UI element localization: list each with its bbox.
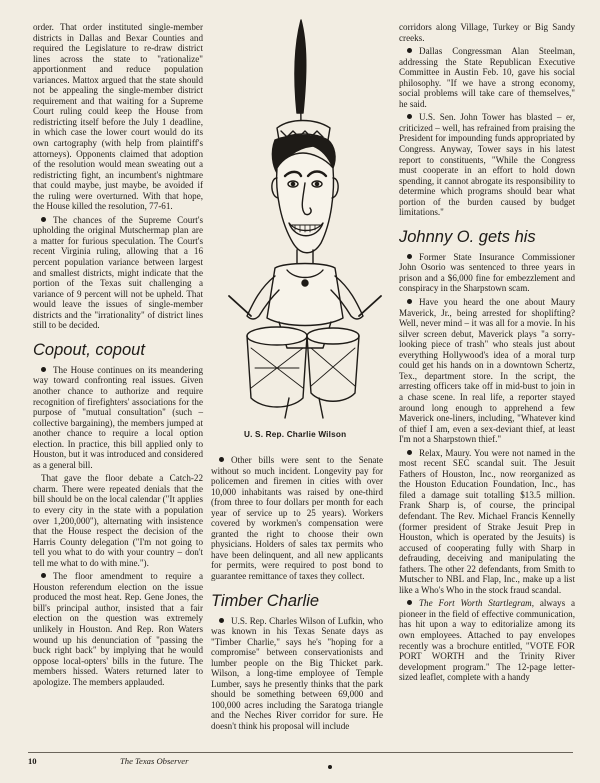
caricature-illustration bbox=[215, 18, 390, 423]
column-right bbox=[399, 22, 575, 683]
paragraph-text: U.S. Sen. John Tower has blasted – er, criticized – well, has refrained from praising the President for impounding funds appropriated by Congress. Anyway, Tower says in his latest report to constituents, "While the Congress must cooperate in an effort to hold down spending, it cannot abrogate its responsibility to determine which programs should bear what portion of the burden caused by budget limitations." bbox=[399, 112, 575, 218]
paragraph-text: The House continues on its meandering way toward confronting real issues. Given another chance to authorize and require recognition of firefighters' associations for the purpose of "mutual consultation" (such – collective bargaining), the members jumped at another chance to require a local option election. In practice, this bill applied only to Houston, but it was introduced and considered as a general bill. bbox=[33, 364, 203, 470]
publication-name: The Fort Worth Startlegram, bbox=[419, 598, 534, 609]
article-paragraph bbox=[33, 365, 203, 470]
paragraph-text: U.S. Rep. Charles Wilson of Lufkin, who was known in his Texas Senate days as "Timber Charlie," says he's "hoping for a compromise" between conservationists and lumber people on the Big Thicket park. Wilson, a long-time employee of Temple Lumber, says he presently thinks that the park should be something between 69,000 and 100,000 acres including the Saratoga triangle and the Neches River corridor for sure. He doesn't think his proposal will include bbox=[211, 615, 383, 732]
article-paragraph: corridors along Village, Turkey or Big Sandy creeks. bbox=[399, 22, 575, 43]
bullet-icon bbox=[41, 573, 46, 578]
page-footer bbox=[28, 752, 573, 767]
article-paragraph: That gave the floor debate a Catch-22 charm. There were repeated denials that the bill should be on the local calendar ("It applies to every city in the state with a population over 1,200,000"), alternating with insistence that the House respect the decision of the Harris County delegation ("I'm not going to tell you what to do with your country – don't tell me what to do with mine."). bbox=[33, 473, 203, 568]
bullet-icon bbox=[219, 618, 224, 623]
article-paragraph bbox=[399, 297, 575, 445]
bullet-icon bbox=[407, 450, 412, 455]
section-heading-timber-charlie: Timber Charlie bbox=[211, 591, 320, 610]
dot-icon bbox=[328, 765, 332, 769]
article-paragraph bbox=[399, 252, 575, 294]
article-paragraph bbox=[33, 571, 203, 687]
paragraph-text: Dallas Congressman Alan Steelman, addressing the State Republican Executive Committee in Austin Feb. 10, gave his social philosophy. "If we have a strong economy, social problems will take care of themselves," he said. bbox=[399, 46, 575, 109]
bullet-icon bbox=[41, 217, 46, 222]
cartoon-caption: U. S. Rep. Charlie Wilson bbox=[244, 430, 347, 439]
column-middle bbox=[211, 455, 383, 732]
bullet-icon bbox=[41, 367, 46, 372]
article-paragraph bbox=[399, 598, 575, 682]
article-paragraph bbox=[33, 215, 203, 331]
bullet-icon bbox=[407, 600, 412, 605]
section-heading-copout: Copout, copout bbox=[33, 340, 145, 359]
page-number: 10 bbox=[28, 756, 37, 766]
paragraph-text: always a pioneer in the field of effective communication, has hit upon a way to editorialize among its own employees. Attached to pay envelopes recently was a brochure entitled, "VOTE FOR PORT WORTH and the Trinity River development program." The 12-page letter-sized leaflet, complete with a handy bbox=[399, 598, 575, 683]
paragraph-text: Have you heard the one about Maury Maverick, Jr., being arrested for shoplifting? Well, never mind – it was all for a movie. In his silver screen debut, Maverick plays "a sorry-looking piece of trash" who steals just about everything Hollywood's idea of a moral turp could get his hands on in a downtown Schertz, Tex., department store. In the script, the arresting officers take off in mid-bust to join in a chase scene. In real life, a reporter stayed around long enough to apprehend a few Maverick one-liners, including, "Whatever kind of thief I am, even a sex-deviant thief, at least I'm not a Sharpstown thief." bbox=[399, 297, 575, 445]
paragraph-text: The chances of the Supreme Court's upholding the original Mutschermap plan are a matter for furious speculation. The Court's recent Virginia ruling, allowing that a 16 percent population variance between largest and smallest districts, might indicate that the portion of the Texas suit challenging a variance of 9 percent will not be upheld. That would leave the issues of single-member districts and the "irrationality" of district lines still to be decided. bbox=[33, 214, 203, 331]
bullet-icon bbox=[219, 457, 224, 462]
publication-name: The Texas Observer bbox=[120, 756, 189, 766]
paragraph-text: Relax, Maury. You were not named in the most recent SEC scandal suit. The Jesuit Fathers of Houston, Inc., now reorganized as the Houston Education Foundation, Inc., has filed a damage suit totalling $13.5 million. Frank Sharp is, of course, the principal defendant. The Rev. Michael Francis Kennelly (former president of Strake Jesuit Prep in Houston, which is operated by the Jesuits) is accused of cooperating fully with Sharp in defrauding, deceiving and manipulating the fathers. The other 22 defendants, from Smith to Mutscher to NBL and Flap, Inc., make up a list like a Who's Who in the stock fraud scandal. bbox=[399, 447, 575, 595]
bullet-icon bbox=[407, 48, 412, 53]
article-paragraph bbox=[399, 112, 575, 217]
column-left bbox=[33, 22, 203, 687]
bullet-icon bbox=[407, 114, 412, 119]
bullet-icon bbox=[407, 299, 412, 304]
article-paragraph bbox=[211, 455, 383, 582]
article-paragraph: order. That order instituted single-member districts in Dallas and Bexar Counties and required the Legislature to re-draw district lines across the state to "rationalize" apportionment and reduce population variances. Mattox argued that the state should not be appealing the single-member district requirement and that waiting for a Supreme Court ruling could keep the House from redistricting itself before the July 1 deadline, in which case the lower court would do its own cartography (with help from plaintiff's attorneys). Opponents claimed that adoption of the resolution would mean sweating out a redistricting fight, an incumbent's nightmare that could maybe, just maybe, be avoided if the ruling were overturned. With that hope, the House killed the resolution, 77-61. bbox=[33, 22, 203, 212]
paragraph-text: Former State Insurance Commissioner John Osorio was sentenced to three years in prison and a $6,000 fine for embezzlement and conspiracy in the Sharpstown scam. bbox=[399, 251, 575, 294]
article-paragraph bbox=[399, 448, 575, 596]
paragraph-text: Other bills were sent to the Senate without so much incident. Longevity pay for policemen and firemen in cities with over 10,000 inhabitants was raised by one-third (from three to four dollars per month for each year of service up to 25 years). Workers covered by workmen's compensation were granted the right to choose their own physicians. Holders of sales tax permits who have been delinquent, and all new applicants for permits, were required to post bond to guarantee remittance of taxes they collect. bbox=[211, 455, 383, 582]
paragraph-text: The floor amendment to require a Houston referendum election on the issue produced the most heat. Rep. Gene Jones, the bill's principal author, insisted that a fair election on the question was extremely unlikely in Houston. And Rep. Ron Waters wound up his denunciation of "passing the buck right back" by implying that he would oppose local-opters' bills in the future. The members hissed. Waters returned later to apologize. The members applauded. bbox=[33, 571, 203, 687]
bullet-icon bbox=[407, 254, 412, 259]
section-heading-johnny-o: Johnny O. gets his bbox=[399, 227, 536, 246]
article-paragraph bbox=[211, 616, 383, 732]
article-paragraph bbox=[399, 46, 575, 109]
